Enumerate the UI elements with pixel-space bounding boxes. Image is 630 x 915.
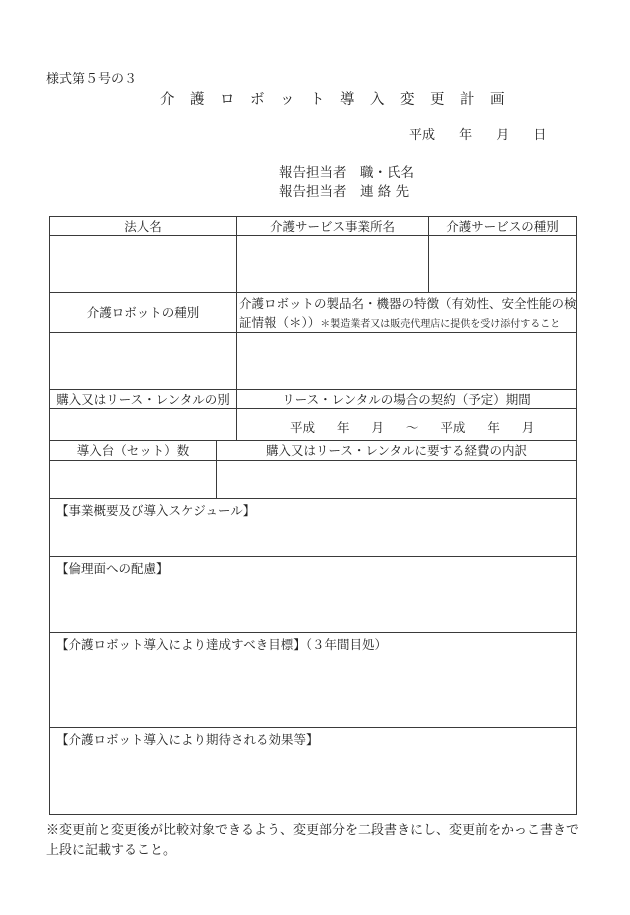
units-count-header: 導入台（セット）数 — [76, 443, 190, 458]
corporation-name-header: 法人名 — [124, 218, 162, 234]
col-divider — [236, 292, 237, 440]
lease-period-header: リース・レンタルの場合の契約（予定）期間 — [282, 391, 531, 407]
robot-type-header: 介護ロボットの種別 — [86, 305, 200, 320]
row-divider — [49, 460, 577, 461]
ethics-heading: 【倫理面への配慮】 — [56, 561, 169, 576]
row-divider — [49, 498, 577, 499]
office-name-header: 介護サービス事業所名 — [269, 218, 395, 234]
expected-effects-heading: 【介護ロボット導入により期待される効果等】 — [56, 732, 319, 747]
service-type-header: 介護サービスの種別 — [446, 218, 559, 234]
row-divider — [49, 235, 577, 236]
project-overview-heading: 【事業概要及び導入スケジュール】 — [56, 503, 256, 518]
row-divider — [49, 632, 577, 633]
form-number: 様式第５号の３ — [46, 72, 138, 87]
robot-features-header — [239, 294, 579, 334]
cost-breakdown-header: 購入又はリース・レンタルに要する経費の内訳 — [265, 443, 528, 458]
robot-features-note: ＊製造業者又は販売代理店に提供を受け添付すること — [320, 319, 561, 330]
row-divider — [49, 408, 577, 409]
table-border-bottom — [49, 814, 577, 815]
reporter-contact-label: 報告担当者 連 絡 先 — [279, 184, 410, 200]
page-title: 介護ロボット導入変更計画 — [160, 92, 520, 108]
lease-period-value: 平成 年 月 ～ 平成 年 月 — [290, 420, 535, 435]
row-divider — [49, 727, 577, 728]
purchase-or-lease-header: 購入又はリース・レンタルの別 — [56, 391, 230, 407]
row-divider — [49, 556, 577, 557]
reporter-name-label: 報告担当者 職・氏名 — [279, 165, 414, 181]
date-line: 平成 年 月 日 — [409, 128, 547, 143]
footer-note: ※変更前と変更後が比較対象できるよう、変更部分を二段書きにし、変更前をかっこ書きで上段に記載すること。 — [46, 823, 580, 858]
goals-heading: 【介護ロボット導入により達成すべき目標】（３年間目処） — [56, 637, 388, 652]
robot-features-text: 介護ロボットの製品名・機器の特徴（有効性、安全性能の検証情報（＊）） — [239, 296, 577, 330]
